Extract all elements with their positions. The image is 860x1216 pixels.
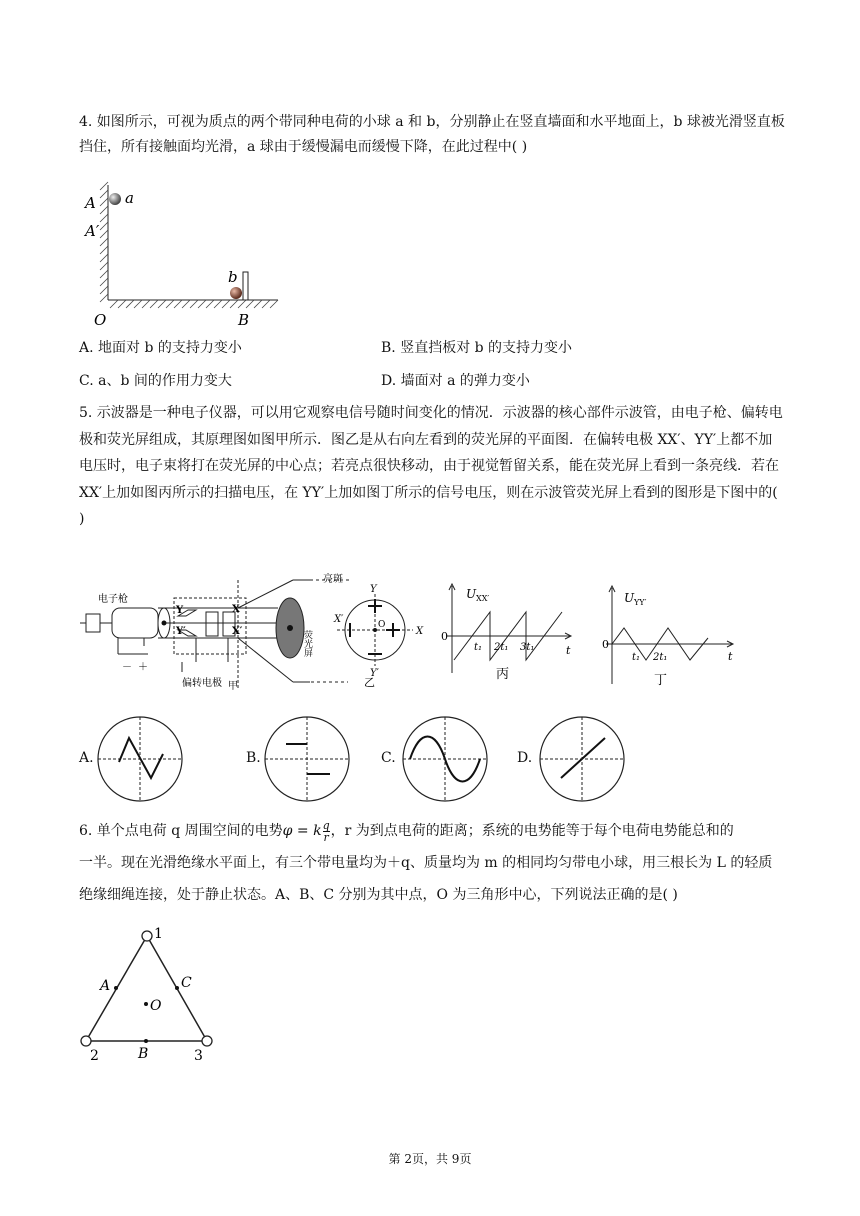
- label-ding: 丁: [654, 673, 668, 688]
- q5-option-d-figure: [537, 714, 627, 804]
- label-screen: 荧光屏: [302, 630, 312, 657]
- q5-option-b-figure: [262, 714, 352, 804]
- label-yi: 乙: [364, 676, 375, 689]
- label-plate-Y: Y: [176, 605, 184, 616]
- label-ding-t1: t₁: [632, 652, 641, 663]
- label-A: A: [85, 194, 96, 212]
- label-b: b: [228, 268, 238, 286]
- label-plus: ＋: [138, 662, 148, 673]
- q5-graph-bing: [438, 578, 578, 686]
- q5-option-c-figure: [400, 714, 490, 804]
- label-bing-2t1: 2t₁: [494, 642, 509, 653]
- label-Uyy-sub: YY′: [634, 598, 647, 607]
- label-bing: 丙: [496, 667, 510, 682]
- label-electrode: 偏转电极: [182, 678, 222, 689]
- q4-option-c: C. a、b 间的作用力变大: [79, 373, 232, 389]
- question-4: [79, 110, 785, 160]
- ball-a: [109, 193, 121, 205]
- question-6: [79, 815, 785, 911]
- label-O: O: [94, 311, 107, 329]
- label-jia: 甲: [228, 681, 238, 690]
- label-screen-O: O: [378, 620, 386, 630]
- label-A-prime: A′: [85, 222, 100, 240]
- question-4-stem: 4. 如图所示，可视为质点的两个带同种电荷的小球 a 和 b，分别静止在竖直墙面和水平地面上，b 球被光滑竖直板挡住，所有接触面均光滑，a 球由于缓慢漏电而缓慢下降，在此过程中( ): [79, 114, 785, 155]
- label-ding-zero: 0: [602, 638, 609, 651]
- label-vertex-3: 3: [194, 1048, 203, 1064]
- label-plate-X: X: [232, 604, 240, 615]
- label-ding-2t1: 2t₁: [653, 652, 668, 663]
- label-C: C: [181, 975, 192, 991]
- q6-stem-start: 6. 单个点电荷 q 周围空间的电势: [79, 823, 283, 839]
- q6-fraction: $\frac{q}{r}$: [322, 818, 330, 844]
- label-bing-t: t: [566, 644, 571, 657]
- ball-b: [230, 287, 242, 299]
- label-O: O: [150, 998, 162, 1014]
- label-plate-Yp: Y′: [176, 626, 186, 637]
- ball-1: [142, 931, 152, 941]
- q5-option-d-label: D.: [517, 750, 533, 766]
- q5-option-a-figure: [95, 714, 185, 804]
- label-bing-t1: t₁: [474, 642, 483, 653]
- label-bright-spot: 亮斑: [323, 574, 343, 585]
- label-screen-Xp: X′: [334, 614, 344, 625]
- label-B: B: [138, 1046, 149, 1062]
- label-plate-Xp: X′: [232, 626, 243, 637]
- label-vertex-2: 2: [90, 1048, 99, 1064]
- label-electron-gun: 电子枪: [98, 594, 128, 605]
- q5-oscilloscope-figure: [78, 572, 433, 690]
- q4-option-a: A. 地面对 b 的支持力变小: [79, 340, 242, 356]
- q4-option-d: D. 墙面对 a 的弹力变小: [381, 373, 530, 389]
- q6-formula: φ = k: [282, 823, 322, 839]
- label-B: B: [238, 311, 250, 329]
- label-screen-Y: Y: [370, 584, 377, 595]
- q4-figure: [80, 180, 290, 330]
- label-Uxx: U: [466, 587, 477, 601]
- question-6-rest: 一半。现在光滑绝缘水平面上，有三个带电量均为＋q、质量均为 m 的相同均匀带电小球，用三根长为 L 的轻质绝缘细绳连接，处于静止状态。A、B、C 分别为其中点，O 为三角形中心，下列说法正确的是( ): [79, 855, 773, 903]
- label-screen-Yp: Y′: [370, 668, 379, 679]
- label-minus: －: [122, 662, 132, 673]
- label-a: a: [125, 189, 134, 207]
- ball-2: [81, 1036, 91, 1046]
- label-vertex-1: 1: [154, 926, 163, 942]
- label-Uxx-sub: XX′: [476, 594, 490, 603]
- q5-option-b-label: B.: [246, 750, 261, 766]
- q6-stem-post: ，r 为到点电荷的距离；系统的电势能等于每个电荷电势能总和的: [330, 823, 734, 839]
- question-6-line1: [79, 815, 785, 847]
- ball-3: [202, 1036, 212, 1046]
- question-5-stem: 5. 示波器是一种电子仪器，可以用它观察电信号随时间变化的情况．示波器的核心部件示波管，由电子枪、偏转电极和荧光屏组成，其原理图如图甲所示．图乙是从右向左看到的荧光屏的平面图．在偏转电极 XX′、YY′上都不加电压时，电子束将打在荧光屏的中心点；若亮点很快移动，由于视觉暂留关系，能在荧光屏上看到一条亮线．若在 XX′上加如图丙所示的扫描电压，在 YY′上加如图丁所示的信号电压，则在示波管荧光屏上看到的图形是下图中的( ): [79, 405, 783, 527]
- q5-option-a-label: A.: [79, 750, 94, 766]
- label-A: A: [100, 978, 111, 994]
- q5-option-c-label: C.: [381, 750, 396, 766]
- vertical-board: [243, 272, 248, 300]
- label-bing-zero: 0: [441, 630, 448, 643]
- page-footer: 第 2页，共 9页: [388, 1152, 472, 1166]
- label-Uyy: U: [624, 591, 635, 605]
- q5-graph-ding: [598, 584, 738, 688]
- q4-option-b: B. 竖直挡板对 b 的支持力变小: [381, 340, 573, 356]
- q6-triangle-figure: [76, 924, 226, 1064]
- question-5: [79, 400, 785, 533]
- label-screen-X: X: [416, 626, 424, 637]
- label-bing-3t1: 3t₁: [520, 642, 535, 653]
- label-ding-t: t: [728, 650, 733, 663]
